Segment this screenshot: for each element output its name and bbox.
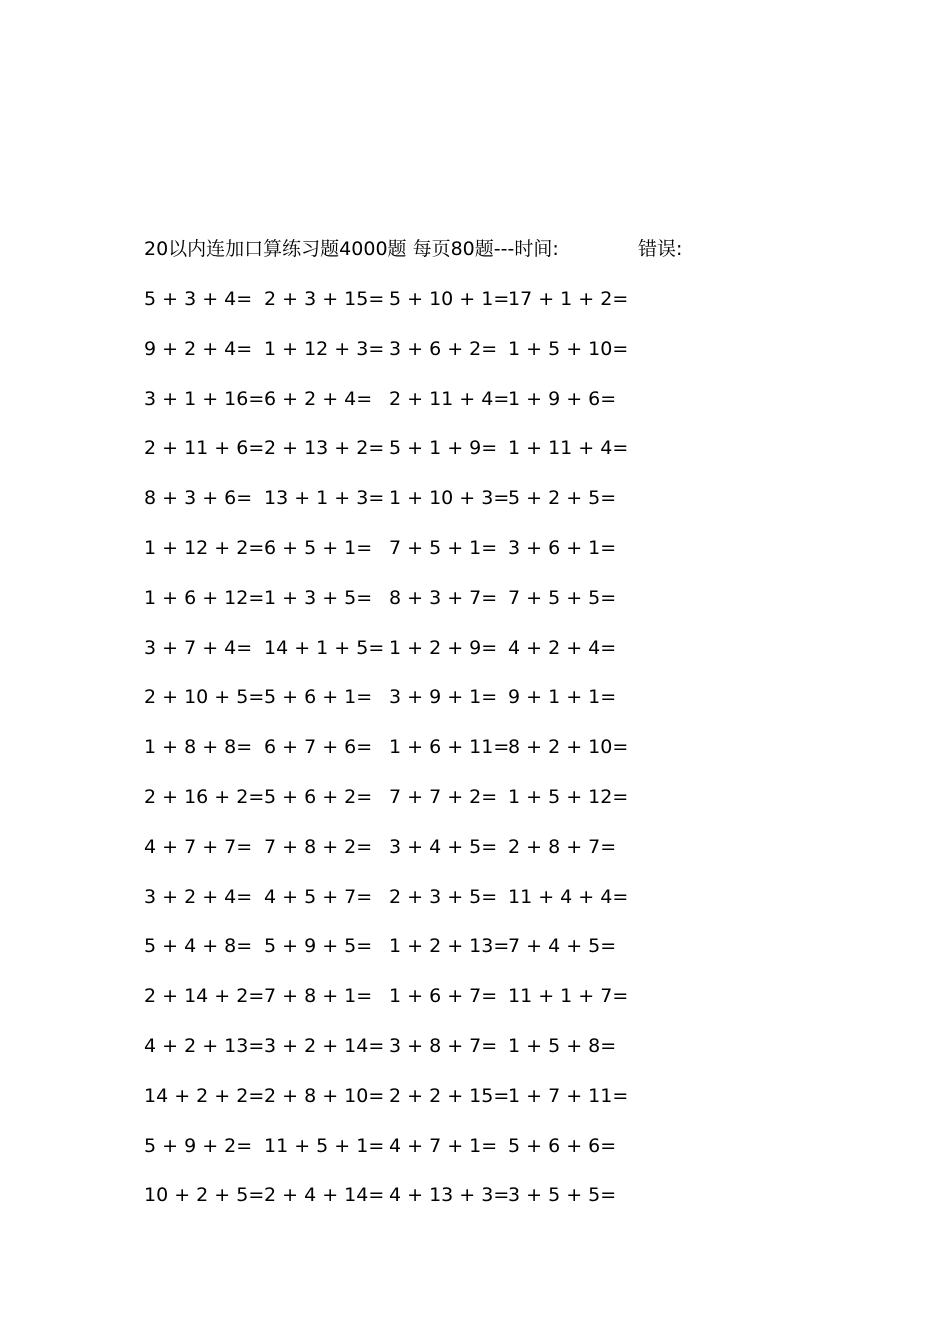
addition-problem: 1 + 7 + 11= [508, 1084, 629, 1107]
addition-problem: 3 + 6 + 1= [508, 536, 617, 559]
problem-row [144, 983, 644, 1033]
worksheet-title: 20以内连加口算练习题4000题 每页80题---时间: [144, 238, 559, 260]
problem-row [144, 834, 644, 884]
addition-problem: 4 + 2 + 13= [144, 1034, 265, 1057]
addition-problem: 5 + 1 + 9= [389, 437, 498, 460]
problem-row [144, 933, 644, 983]
addition-problem: 4 + 5 + 7= [264, 885, 373, 908]
problem-row [144, 1182, 644, 1232]
addition-problem: 5 + 6 + 6= [508, 1134, 617, 1157]
addition-problem: 1 + 9 + 6= [508, 387, 617, 410]
addition-problem: 11 + 5 + 1= [264, 1134, 385, 1157]
addition-problem: 5 + 6 + 2= [264, 785, 373, 808]
addition-problem: 2 + 8 + 7= [508, 835, 617, 858]
addition-problem: 5 + 9 + 2= [144, 1134, 253, 1157]
problem-row [144, 784, 644, 834]
addition-problem: 2 + 2 + 15= [389, 1084, 510, 1107]
addition-problem: 1 + 2 + 13= [389, 935, 510, 958]
addition-problem: 7 + 4 + 5= [508, 935, 617, 958]
problem-row [144, 635, 644, 685]
addition-problem: 3 + 1 + 16= [144, 387, 265, 410]
addition-problem: 2 + 8 + 10= [264, 1084, 385, 1107]
addition-problem: 3 + 2 + 4= [144, 885, 253, 908]
problem-row [144, 1033, 644, 1083]
addition-problem: 1 + 5 + 10= [508, 337, 629, 360]
addition-problem: 7 + 8 + 2= [264, 835, 373, 858]
addition-problem: 8 + 3 + 6= [144, 487, 253, 510]
addition-problem: 13 + 1 + 3= [264, 487, 385, 510]
addition-problem: 2 + 3 + 5= [389, 885, 498, 908]
addition-problem: 1 + 11 + 4= [508, 437, 629, 460]
addition-problem: 3 + 6 + 2= [389, 337, 498, 360]
addition-problem: 8 + 3 + 7= [389, 586, 498, 609]
addition-problem: 1 + 2 + 9= [389, 636, 498, 659]
addition-problem: 3 + 4 + 5= [389, 835, 498, 858]
addition-problem: 5 + 4 + 8= [144, 935, 253, 958]
addition-problem: 4 + 13 + 3= [389, 1184, 510, 1207]
addition-problem: 4 + 7 + 1= [389, 1134, 498, 1157]
addition-problem: 1 + 12 + 2= [144, 536, 265, 559]
problem-row [144, 485, 644, 535]
addition-problem: 3 + 7 + 4= [144, 636, 253, 659]
problem-row [144, 684, 644, 734]
problem-row [144, 286, 644, 336]
addition-problem: 5 + 6 + 1= [264, 686, 373, 709]
addition-problem: 2 + 4 + 14= [264, 1184, 385, 1207]
problem-row [144, 336, 644, 386]
errors-label: 错误: [638, 238, 683, 260]
addition-problem: 4 + 7 + 7= [144, 835, 253, 858]
addition-problem: 5 + 2 + 5= [508, 487, 617, 510]
addition-problem: 9 + 1 + 1= [508, 686, 617, 709]
addition-problem: 2 + 3 + 15= [264, 288, 385, 310]
addition-problem: 1 + 6 + 11= [389, 736, 510, 759]
addition-problem: 17 + 1 + 2= [508, 288, 629, 310]
addition-problem: 3 + 2 + 14= [264, 1034, 385, 1057]
worksheet-header [144, 236, 683, 262]
addition-problem: 1 + 5 + 8= [508, 1034, 617, 1057]
addition-problem: 1 + 12 + 3= [264, 337, 385, 360]
addition-problem: 10 + 2 + 5= [144, 1184, 265, 1207]
addition-problem: 7 + 7 + 2= [389, 785, 498, 808]
addition-problem: 5 + 9 + 5= [264, 935, 373, 958]
addition-problem: 6 + 7 + 6= [264, 736, 373, 759]
addition-problem: 6 + 5 + 1= [264, 536, 373, 559]
addition-problem: 7 + 5 + 1= [389, 536, 498, 559]
addition-problem: 1 + 10 + 3= [389, 487, 510, 510]
addition-problem: 2 + 11 + 4= [389, 387, 510, 410]
addition-problem: 1 + 8 + 8= [144, 736, 253, 759]
problem-row [144, 435, 644, 485]
addition-problem: 11 + 4 + 4= [508, 885, 629, 908]
problem-row [144, 585, 644, 635]
addition-problem: 6 + 2 + 4= [264, 387, 373, 410]
addition-problem: 2 + 14 + 2= [144, 985, 265, 1008]
addition-problem: 5 + 3 + 4= [144, 288, 253, 310]
problem-row [144, 1083, 644, 1133]
addition-problem: 1 + 6 + 12= [144, 586, 265, 609]
addition-problem: 3 + 5 + 5= [508, 1184, 617, 1207]
addition-problem: 5 + 10 + 1= [389, 288, 510, 310]
addition-problem: 9 + 2 + 4= [144, 337, 253, 360]
addition-problem: 11 + 1 + 7= [508, 985, 629, 1008]
addition-problem: 8 + 2 + 10= [508, 736, 629, 759]
problem-row [144, 884, 644, 934]
problem-row [144, 386, 644, 436]
addition-problem: 14 + 2 + 2= [144, 1084, 265, 1107]
addition-problem: 7 + 5 + 5= [508, 586, 617, 609]
addition-problem: 2 + 11 + 6= [144, 437, 265, 460]
addition-problem: 14 + 1 + 5= [264, 636, 385, 659]
addition-problem: 1 + 6 + 7= [389, 985, 498, 1008]
addition-problem: 1 + 5 + 12= [508, 785, 629, 808]
problem-row [144, 734, 644, 784]
addition-problem: 2 + 13 + 2= [264, 437, 385, 460]
problem-grid [144, 286, 644, 1232]
problem-row [144, 1133, 644, 1183]
addition-problem: 2 + 10 + 5= [144, 686, 265, 709]
addition-problem: 3 + 9 + 1= [389, 686, 498, 709]
addition-problem: 3 + 8 + 7= [389, 1034, 498, 1057]
addition-problem: 2 + 16 + 2= [144, 785, 265, 808]
addition-problem: 7 + 8 + 1= [264, 985, 373, 1008]
addition-problem: 1 + 3 + 5= [264, 586, 373, 609]
addition-problem: 4 + 2 + 4= [508, 636, 617, 659]
problem-row [144, 535, 644, 585]
